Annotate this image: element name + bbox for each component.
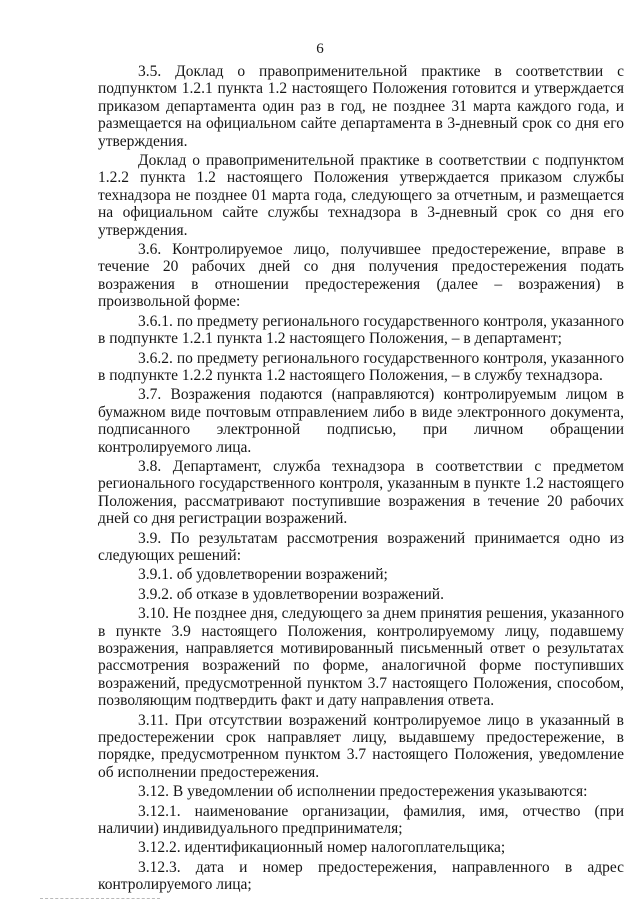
paragraph-3-10: 3.10. Не позднее дня, следующего за днем принятия решения, указанного в пункте 3.9 настоящего Положения, контролируемому лицу, подавшему возражения, направляется мотивированный письменный ответ о результатах рассмотрения возражений по форме, аналогичной форме поступивших возражений, предусмотренной пунктом 3.7 настоящего Положения, способом, позволяющим подтвердить факт и дату направления ответа. [98, 605, 624, 710]
page-number: 6 [316, 41, 324, 57]
paragraph-3-9-1: 3.9.1. об удовлетворении возражений; [138, 566, 388, 584]
paragraph-3-5-second-report: Доклад о правоприменительной практике в соответствии с подпунктом 1.2.2 пункта 1.2 настоящего Положения утверждается приказом службы технадзора не позднее 01 марта года, следующего за отчетным, и размещается на официальном сайте службы технадзора в 3-дневный срок со дня его утверждения. [98, 152, 624, 239]
paragraph-3-9: 3.9. По результатам рассмотрения возражений принимается одно из следующих решений: [98, 529, 624, 564]
paragraph-3-6-2: 3.6.2. по предмету регионального государственного контроля, указанного в подпункте 1.2.2 пункта 1.2 настоящего Положения, – в службу технадзора. [98, 349, 624, 384]
paragraph-3-12: 3.12. В уведомлении об исполнении предостережения указываются: [138, 783, 588, 801]
paragraph-3-12-1: 3.12.1. наименование организации, фамилия, имя, отчество (при наличии) индивидуального предпринимателя; [98, 802, 624, 838]
paragraph-3-8: 3.8. Департамент, служба технадзора в соответствии с предметом регионального государственного контроля, указанным в пункте 1.2 настоящего Положения, рассматривают поступившие возражения в течение 20 рабочих дней со дня регистрации возражений. [98, 457, 624, 528]
paragraph-3-9-2: 3.9.2. об отказе в удовлетворении возражений. [138, 585, 444, 603]
paragraph-3-6: 3.6. Контролируемое лицо, получившее предостережение, вправе в течение 20 рабочих дней со дня получения предостережения подать возражения в отношении предостережения (далее – возражения) в произвольной форме: [98, 241, 624, 311]
paragraph-3-5: 3.5. Доклад о правоприменительной практике в соответствии с подпунктом 1.2.1 пункта 1.2 настоящего Положения готовится и утверждается приказом департамента один раз в год, не позднее 31 марта каждого года, и размещается на официальном сайте департамента в 3-дневный срок со дня его утверждения. [98, 63, 624, 150]
scan-edge-mark [40, 898, 160, 901]
paragraph-3-12-3: 3.12.3. дата и номер предостережения, направленного в адрес контролируемого лица; [98, 858, 624, 894]
paragraph-3-6-1: 3.6.1. по предмету регионального государственного контроля, указанного в подпункте 1.2.1 пункта 1.2 настоящего Положения, – в департамент; [98, 312, 624, 348]
document-body [98, 63, 624, 894]
paragraph-3-11: 3.11. При отсутствии возражений контролируемое лицо в указанный в предостережении срок направляет лицу, выдавшему предостережение, в порядке, предусмотренном пунктом 3.7 настоящего Положения, уведомление об исполнении предостережения. [98, 711, 624, 781]
paragraph-3-12-2: 3.12.2. идентификационный номер налогоплательщика; [138, 839, 506, 857]
paragraph-3-7: 3.7. Возражения подаются (направляются) контролируемым лицом в бумажном виде почтовым отправлением либо в виде электронного документа, подписанного электронной подписью, при личном обращении контролируемого лица. [98, 386, 624, 456]
